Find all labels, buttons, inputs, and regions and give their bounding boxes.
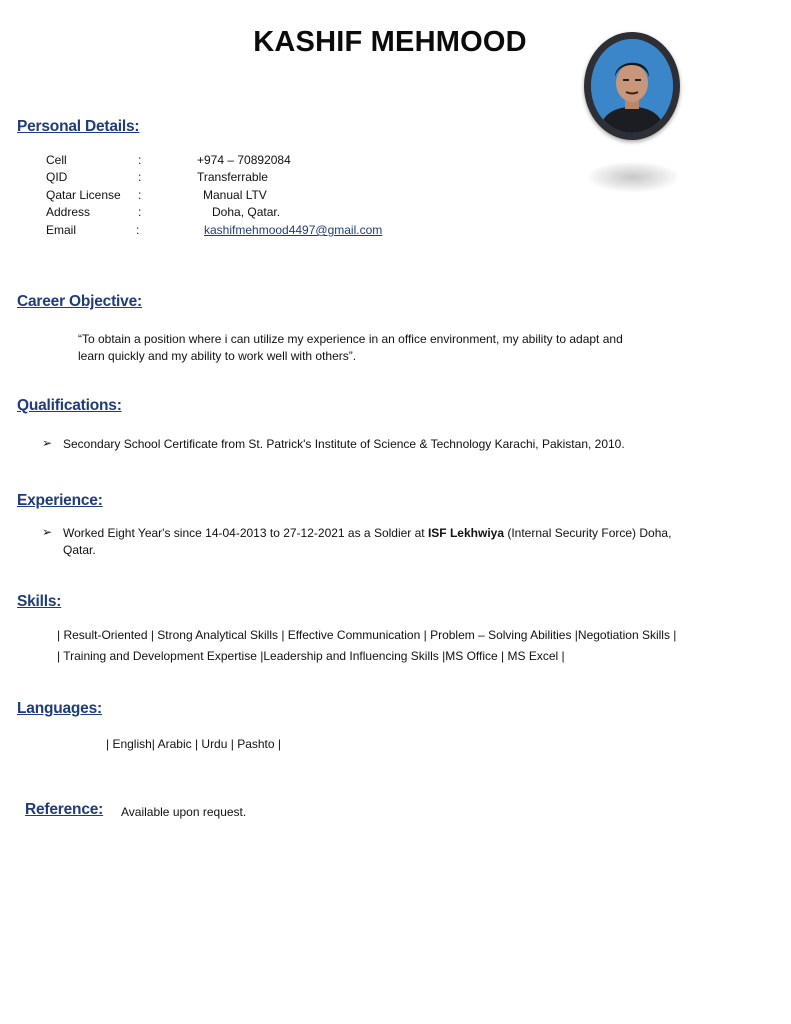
email-label: Email (46, 223, 77, 237)
email-colon: : (136, 223, 140, 237)
experience-item-line-2: Qatar. (63, 543, 96, 557)
arrow-bullet-icon: ➢ (42, 436, 53, 450)
cell-label: Cell (46, 153, 67, 167)
person-photo-icon (591, 39, 673, 133)
skills-line-1: | Result-Oriented | Strong Analytical Skills | Effective Communication | Problem – Solving Abilities |Negotiation Skills | (57, 628, 677, 642)
career-objective-line-1: “To obtain a position where i can utilize my experience in an office environment, my ability to adapt and (78, 332, 623, 346)
experience-text: Worked Eight Year's since 14-04-2013 to 27-12-2021 as a Soldier at (63, 526, 428, 540)
languages-list: | English| Arabic | Urdu | Pashto | (106, 737, 282, 751)
arrow-bullet-icon: ➢ (42, 525, 53, 539)
address-colon: : (138, 205, 142, 219)
languages-heading: Languages: (17, 700, 102, 717)
qualification-item: Secondary School Certificate from St. Patrick's Institute of Science & Technology Karachi, Pakistan, 2010. (63, 437, 625, 451)
license-colon: : (138, 188, 142, 202)
personal-details-heading: Personal Details: (17, 118, 140, 135)
address-value: Doha, Qatar. (212, 205, 281, 219)
qid-value: Transferrable (197, 170, 268, 184)
email-link[interactable]: kashifmehmood4497@gmail.com (204, 223, 383, 237)
skills-line-2: | Training and Development Expertise |Leadership and Influencing Skills |MS Office | MS Excel | (57, 649, 565, 663)
photo-shadow (588, 162, 678, 192)
profile-photo (584, 32, 680, 140)
license-label: Qatar License (46, 188, 121, 202)
reference-text: Available upon request. (121, 805, 247, 819)
experience-item-line-1 (63, 525, 671, 542)
qualifications-heading: Qualifications: (17, 397, 122, 414)
skills-heading: Skills: (17, 593, 62, 610)
experience-text-post: (Internal Security Force) Doha, (504, 526, 672, 540)
cell-colon: : (138, 153, 142, 167)
license-value: Manual LTV (203, 188, 267, 202)
qid-colon: : (138, 170, 142, 184)
cell-value: +974 – 70892084 (197, 153, 291, 167)
employer-name: ISF Lekhwiya (427, 526, 504, 540)
address-label: Address (46, 205, 91, 219)
career-objective-line-2: learn quickly and my ability to work well with others”. (78, 349, 357, 363)
career-objective-heading: Career Objective: (17, 293, 142, 310)
experience-heading: Experience: (17, 492, 103, 509)
candidate-name: KASHIF MEHMOOD (253, 26, 527, 58)
qid-label: QID (46, 170, 68, 184)
reference-heading: Reference: (25, 801, 104, 818)
